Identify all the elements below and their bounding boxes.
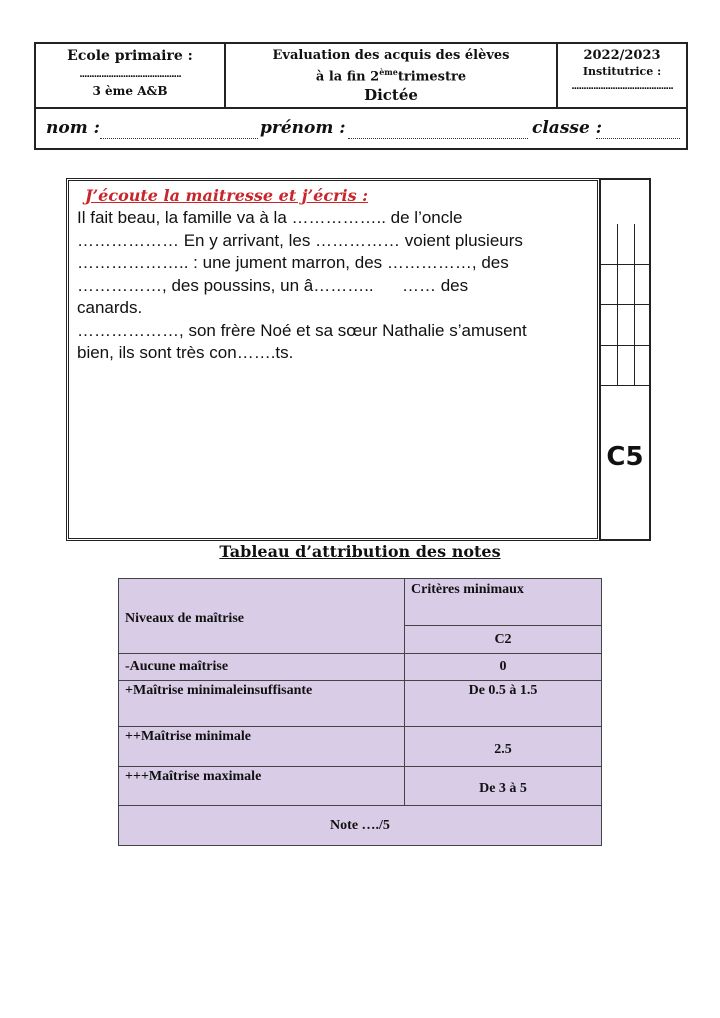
school-cell bbox=[36, 44, 226, 107]
prenom-field[interactable] bbox=[348, 138, 528, 139]
level-cell: +Maîtrise minimaleinsuffisante bbox=[119, 681, 405, 727]
dictation-line: ……………….. : une jument marron, des ……………, des bbox=[77, 253, 509, 272]
student-info-row bbox=[42, 114, 682, 144]
table-row bbox=[119, 767, 602, 806]
school-name-dots: .......................................... bbox=[79, 70, 181, 80]
grade-table bbox=[118, 578, 602, 846]
dictation-line: ………………, son frère Noé et sa sœur Nathalie s’amusent bbox=[77, 320, 527, 340]
dictation-line: canards. bbox=[77, 298, 143, 317]
class-label: 3 ème A&B bbox=[92, 84, 168, 98]
grade-table-title: Tableau d’attribution des notes bbox=[219, 542, 501, 561]
evaluation-title: Dictée bbox=[364, 86, 418, 105]
table-row bbox=[119, 727, 602, 767]
year-cell bbox=[558, 44, 686, 107]
level-header: Niveaux de maîtrise bbox=[119, 579, 405, 654]
exam-header bbox=[34, 42, 688, 150]
nom-field[interactable] bbox=[100, 138, 258, 139]
score-grid-right bbox=[635, 224, 649, 386]
teacher-label: Institutrice : bbox=[582, 65, 662, 78]
dictation-line: ……………, des poussins, un â……….. …… des bbox=[77, 275, 469, 295]
total-note: Note …./5 bbox=[119, 806, 602, 846]
criteria-header: Critères minimaux bbox=[405, 579, 602, 626]
dictation-text bbox=[77, 207, 593, 365]
dictation-line: ……………… En y arrivant, les …………… voient plusieurs bbox=[77, 230, 523, 250]
criterion-column bbox=[599, 178, 651, 541]
score-cell: De 3 à 5 bbox=[405, 767, 602, 806]
criterion-code: C2 bbox=[405, 626, 602, 654]
level-cell: ++Maîtrise minimale bbox=[119, 727, 405, 767]
level-cell: -Aucune maîtrise bbox=[119, 654, 405, 681]
score-cell: 0 bbox=[405, 654, 602, 681]
evaluation-line-2: à la fin 2èmetrimestre bbox=[315, 67, 467, 85]
criterion-label: C5 bbox=[606, 442, 644, 472]
dictation-title: J’écoute la maitresse et j’écris : bbox=[85, 186, 369, 205]
dictation-line: bien, ils sont très con…….ts. bbox=[77, 343, 294, 362]
score-grid-middle bbox=[618, 224, 635, 386]
score-grid-left bbox=[601, 224, 618, 386]
school-year: 2022/2023 bbox=[583, 48, 661, 63]
table-row bbox=[119, 654, 602, 681]
score-cell: De 0.5 à 1.5 bbox=[405, 681, 602, 727]
evaluation-line-1: Evaluation des acquis des élèves bbox=[272, 48, 510, 63]
classe-label: classe : bbox=[532, 118, 602, 138]
school-label: Ecole primaire : bbox=[67, 48, 193, 64]
dictation-line: Il fait beau, la famille va à la …………….. de l’oncle bbox=[77, 208, 463, 227]
dictation-box bbox=[66, 178, 600, 541]
teacher-name-dots: .......................................... bbox=[571, 82, 673, 92]
classe-field[interactable] bbox=[596, 138, 680, 139]
prenom-label: prénom : bbox=[260, 118, 346, 138]
level-cell: +++Maîtrise maximale bbox=[119, 767, 405, 806]
nom-label: nom : bbox=[46, 118, 100, 138]
evaluation-cell bbox=[226, 44, 558, 107]
table-row bbox=[119, 681, 602, 727]
header-divider bbox=[36, 107, 686, 109]
score-cell: 2.5 bbox=[405, 727, 602, 767]
